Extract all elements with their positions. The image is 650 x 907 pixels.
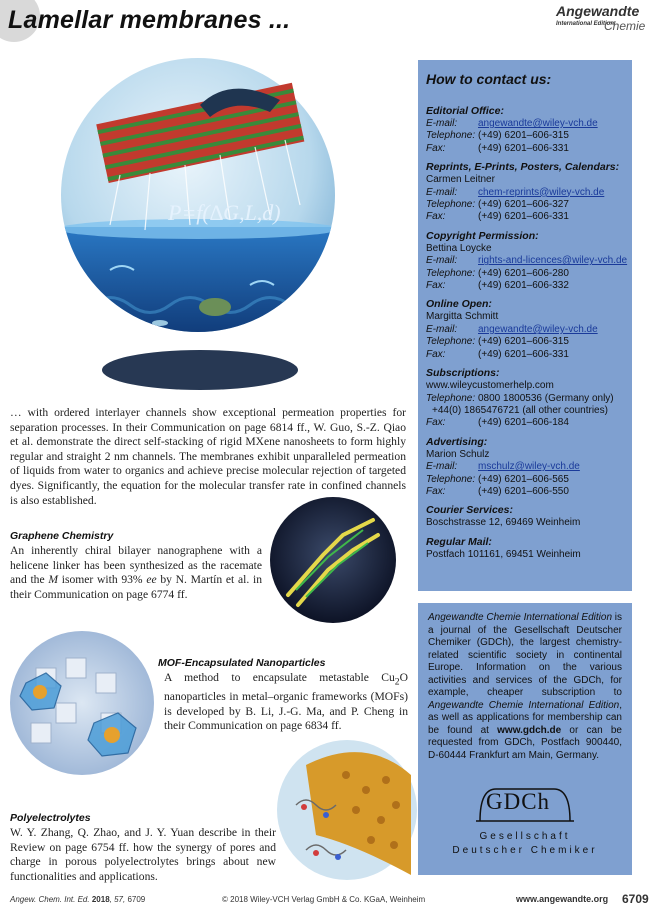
- footer-website-link[interactable]: www.angewandte.org: [516, 894, 609, 904]
- svg-text:P=f(∆G,L,d): P=f(∆G,L,d): [168, 200, 281, 225]
- contact-title: How to contact us:: [426, 71, 552, 87]
- cover-image-sphere: [50, 55, 350, 400]
- gdch-info-text: Angewandte Chemie International Edition is a journal of the Gesellschaft Deutscher Chemiker (GDCh), the largest chemistry-related scientific society in continental Europe. Information on the various activities and services of the GDCh, for example, cheaper subscription to Angewandte Chemie International Edition, as well as applications for membership can be found at www.gdch.de or can be requested from GDCh, Postfach 900440, D-60444 Frankfurt am Main, Germany.: [428, 612, 623, 761]
- lamellar-article-text: … with ordered interlayer channels show exceptional permeation properties for separation processes. In their Communication on page 6814 ff., W. Guo, S.-Z. Qiao et al. demonstrate the direct self-stacking of rigid MXene nanosheets to form highly regular and straight 2 nm channels. The membranes exhibit unparalleled permeation of liquids from water to organics and achieve precise molecular rejection of targeted dyes. Significantly, the equation for the molecular transfer rate in confined channels is also established.: [10, 406, 406, 507]
- page-footer: [10, 892, 649, 907]
- graphene-heading: Graphene Chemistry: [10, 530, 114, 542]
- polyelectrolyte-image: [276, 735, 418, 885]
- mof-text: A method to encapsulate metastable $Cu_2O$ nanoparticles in metal–organic frameworks (MOFs) is developed by B. Li, J.-G. Ma, and P. Cheng in their Communication on page 6834 ff.: [164, 671, 408, 733]
- gdch-url-link[interactable]: www.gdch.de: [497, 724, 562, 736]
- graphene-image: [268, 495, 398, 625]
- angewandte-logo: Angewandte International Edition Chemie: [556, 3, 646, 33]
- online-open-section: Online Open: Margitta Schmitt E-mail: angewandte@wiley-vch.de Telephone: (+49) 6201–606-315 Fax: (+49) 6201–606-331: [426, 298, 598, 360]
- polyelectrolytes-text: W. Y. Zhang, Q. Zhao, and J. Y. Yuan describe in their Review on page 6754 ff. how the synergy of pores and charge in porous polyelectrolytes brings about new functionalities and applications.: [10, 826, 276, 883]
- polyelectrolytes-article: [10, 812, 276, 884]
- editorial-email-link[interactable]: angewandte@wiley-vch.de: [478, 118, 598, 129]
- gdch-society-line2: Deutscher Chemiker: [452, 845, 598, 856]
- graphene-text: An inherently chiral bilayer nanographene with a helicene linker has been synthesized as the racemate and the M isomer with 93% ee by N. Martín et al. in their Communication on page 6774 ff.: [10, 544, 262, 601]
- footer-citation: Angew. Chem. Int. Ed. 2018, 57, 6709: [10, 895, 146, 904]
- mof-heading: MOF-Encapsulated Nanoparticles: [158, 657, 326, 669]
- gdch-logo: GDCh: [476, 785, 574, 825]
- copyright-email-link[interactable]: rights-and-licences@wiley-vch.de: [478, 255, 628, 267]
- online-email-link[interactable]: angewandte@wiley-vch.de: [478, 323, 598, 335]
- mof-article: [158, 657, 408, 734]
- copyright-section: Copyright Permission: Bettina Loycke E-mail: rights-and-licences@wiley-vch.de Telephone: (+49) 6201–606-280 Fax: (+49) 6201–606-332: [426, 229, 628, 292]
- courier-section: Courier Services: Boschstrasse 12, 69469 Weinheim: [426, 504, 581, 529]
- mof-image: [6, 628, 158, 778]
- mail-section: Regular Mail: Postfach 101161, 69451 Weinheim: [426, 535, 581, 560]
- subscriptions-section: Subscriptions: www.wileycustomerhelp.com Telephone: 0800 1800536 (Germany only) +44(0) 1865476721 (all other countries) Fax: (+49) 6201–606-184: [426, 367, 624, 430]
- reprints-section: Reprints, E-Prints, Posters, Calendars: Carmen Leitner E-mail: chem-reprints@wiley-vch.de Telephone: (+49) 6201–606-327 Fax: (+49) 6201–606-331: [426, 161, 620, 223]
- polyelectrolytes-heading: Polyelectrolytes: [10, 812, 91, 824]
- contact-sidebar: [418, 60, 632, 591]
- gdch-society-line1: Gesellschaft: [479, 831, 571, 842]
- page-number: 6709: [622, 892, 649, 906]
- reprints-email-link[interactable]: chem-reprints@wiley-vch.de: [478, 186, 605, 198]
- page-title: Lamellar membranes ...: [8, 6, 291, 34]
- editorial-section: Editorial Office: E-mail: angewandte@wiley-vch.de Telephone: (+49) 6201–606-315 Fax: (+49) 6201–606-331: [426, 105, 598, 154]
- advertising-section: Advertising: Marion Schulz E-mail: mschulz@wiley-vch.de Telephone: (+49) 6201–606-565 Fax: (+49) 6201–606-550: [426, 435, 580, 497]
- gdch-info-box: [418, 603, 632, 875]
- graphene-article: [10, 530, 262, 602]
- footer-copyright: © 2018 Wiley-VCH Verlag GmbH & Co. KGaA, Weinheim: [222, 895, 426, 904]
- advertising-email-link[interactable]: mschulz@wiley-vch.de: [478, 461, 580, 473]
- subscriptions-web-link[interactable]: www.wileycustomerhelp.com: [426, 380, 554, 392]
